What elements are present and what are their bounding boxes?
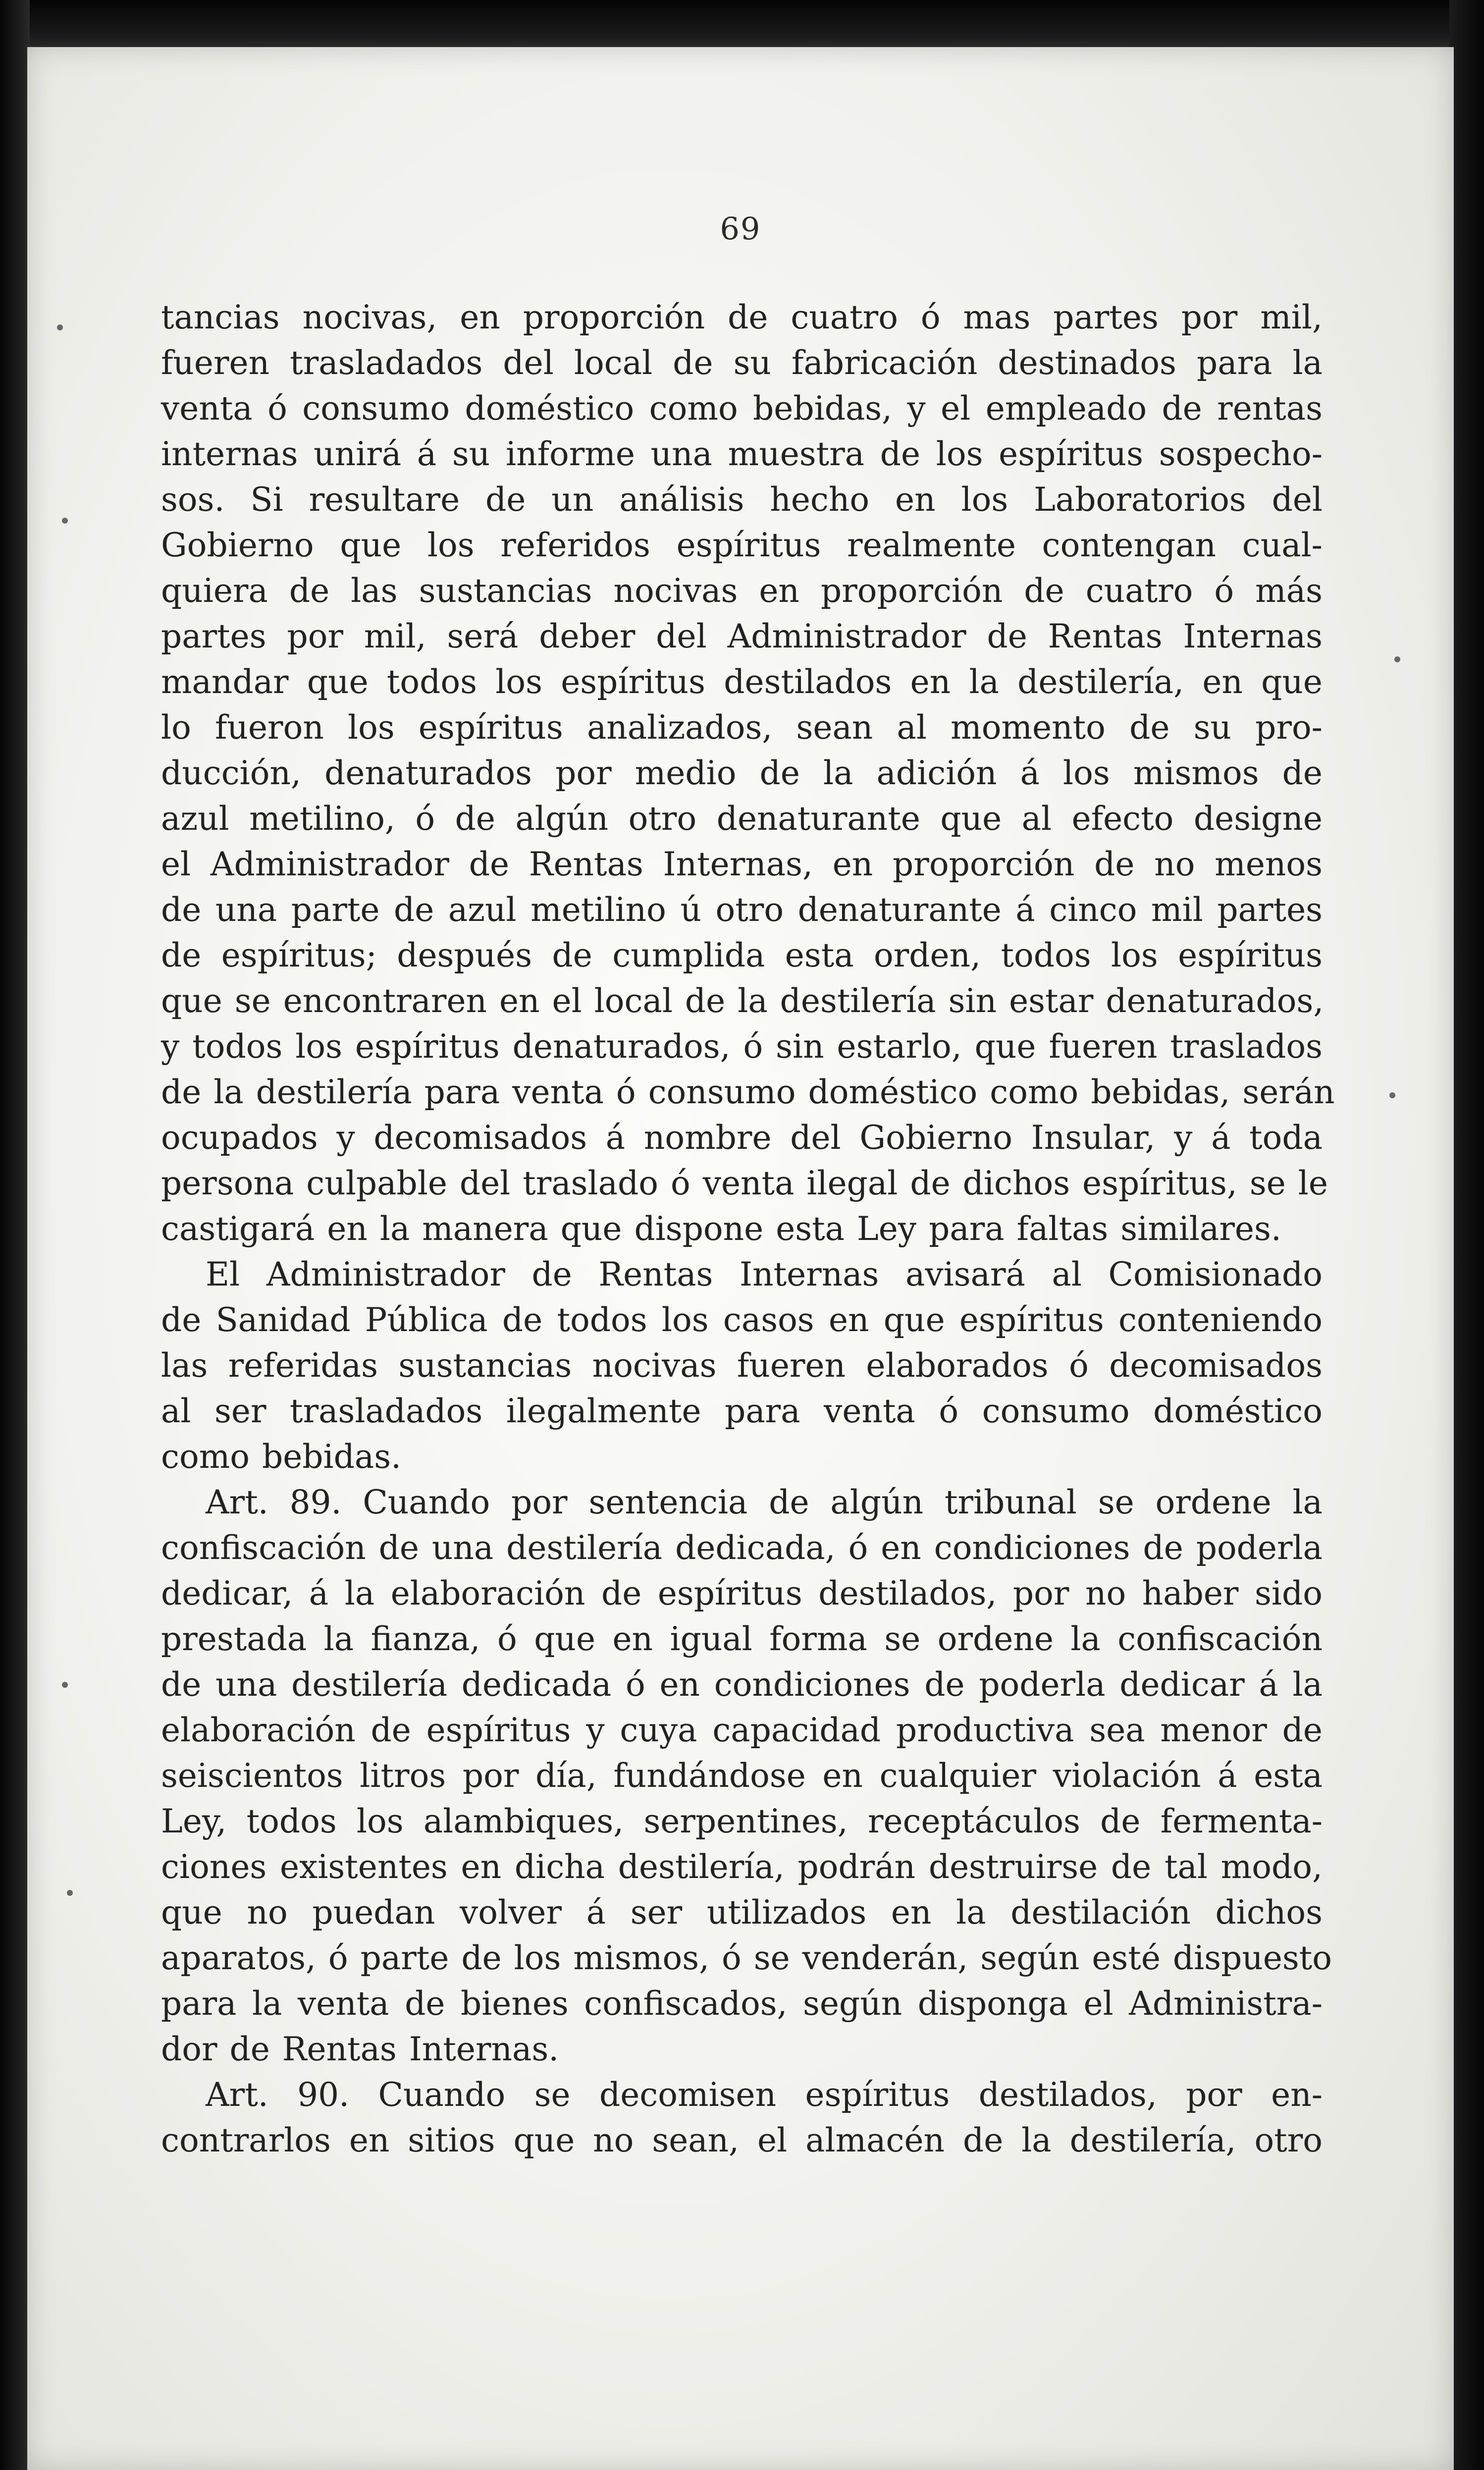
text-line: ocupados y decomisados á nombre del Gobierno Insular, y á toda bbox=[161, 1119, 1323, 1157]
text-line: de la destilería para venta ó consumo doméstico como bebidas, serán bbox=[161, 1073, 1335, 1111]
text-line: contrarlos en sitios que no sean, el almacén de la destilería, otro bbox=[161, 2121, 1323, 2159]
text-line: Art. 89. Cuando por sentencia de algún tribunal se ordene la bbox=[206, 1483, 1323, 1521]
text-line: castigará en la manera que dispone esta Ley para faltas similares. bbox=[161, 1210, 1281, 1248]
text-line: aparatos, ó parte de los mismos, ó se venderán, según esté dispuesto bbox=[161, 1939, 1332, 1977]
text-line: que no puedan volver á ser utilizados en la destilación dichos bbox=[161, 1893, 1323, 1932]
text-line: dedicar, á la elaboración de espíritus destilados, por no haber sido bbox=[161, 1574, 1323, 1612]
text-line: sos. Si resultare de un análisis hecho en los Laboratorios del bbox=[161, 481, 1323, 519]
text-line: quiera de las sustancias nocivas en proporción de cuatro ó más bbox=[161, 572, 1323, 610]
body-text bbox=[161, 295, 1335, 2163]
text-line: El Administrador de Rentas Internas avisará al Comisionado bbox=[206, 1255, 1323, 1293]
text-line: ciones existentes en dicha destilería, podrán destruirse de tal modo, bbox=[161, 1848, 1323, 1886]
text-line: de una parte de azul metilino ú otro denaturante á cinco mil partes bbox=[161, 891, 1323, 929]
margin-speck bbox=[1394, 656, 1400, 662]
text-line: de espíritus; después de cumplida esta orden, todos los espíritus bbox=[161, 936, 1323, 974]
text-line: para la venta de bienes confiscados, según disponga el Administra- bbox=[161, 1985, 1323, 2023]
text-line: persona culpable del traslado ó venta ilegal de dichos espíritus, se le bbox=[161, 1164, 1328, 1202]
text-line: como bebidas. bbox=[161, 1438, 402, 1476]
text-line: elaboración de espíritus y cuya capacidad productiva sea menor de bbox=[161, 1711, 1323, 1749]
text-line: fueren trasladados del local de su fabricación destinados para la bbox=[161, 344, 1323, 382]
text-line: y todos los espíritus denaturados, ó sin estarlo, que fueren traslados bbox=[161, 1027, 1323, 1066]
text-line: partes por mil, será deber del Administrador de Rentas Internas bbox=[161, 617, 1323, 655]
text-line: azul metilino, ó de algún otro denaturante que al efecto designe bbox=[161, 800, 1323, 838]
margin-speck bbox=[1389, 1092, 1395, 1098]
text-line: dor de Rentas Internas. bbox=[161, 2030, 559, 2068]
text-line: ducción, denaturados por medio de la adición á los mismos de bbox=[161, 754, 1323, 792]
scan-border-left bbox=[0, 0, 30, 2470]
scanned-page bbox=[27, 47, 1454, 2470]
text-line: seiscientos litros por día, fundándose en cualquier violación á esta bbox=[161, 1757, 1323, 1795]
text-line: el Administrador de Rentas Internas, en proporción de no menos bbox=[161, 845, 1323, 883]
text-line: de Sanidad Pública de todos los casos en que espíritus conteniendo bbox=[161, 1301, 1323, 1339]
text-line: mandar que todos los espíritus destilados en la destilería, en que bbox=[161, 663, 1323, 701]
text-line: al ser trasladados ilegalmente para venta ó consumo doméstico bbox=[161, 1392, 1323, 1430]
text-line: de una destilería dedicada ó en condiciones de poderla dedicar á la bbox=[161, 1665, 1323, 1704]
text-line: Gobierno que los referidos espíritus realmente contengan cual- bbox=[161, 526, 1323, 564]
text-line: que se encontraren en el local de la destilería sin estar denaturados, bbox=[161, 982, 1324, 1020]
page-number: 69 bbox=[720, 211, 761, 247]
text-line: Art. 90. Cuando se decomisen espíritus destilados, por en- bbox=[206, 2076, 1323, 2114]
text-line: tancias nocivas, en proporción de cuatro ó mas partes por mil, bbox=[161, 298, 1323, 336]
scan-border-right bbox=[1449, 0, 1484, 2470]
text-line: lo fueron los espíritus analizados, sean al momento de su pro- bbox=[161, 708, 1323, 747]
margin-speck bbox=[62, 518, 68, 524]
text-line: Ley, todos los alambiques, serpentines, receptáculos de fermenta- bbox=[161, 1802, 1323, 1840]
text-line: las referidas sustancias nocivas fueren elaborados ó decomisados bbox=[161, 1346, 1323, 1385]
margin-speck bbox=[57, 324, 63, 330]
text-line: prestada la fianza, ó que en igual forma se ordene la confiscación bbox=[161, 1620, 1323, 1658]
text-line: venta ó consumo doméstico como bebidas, y el empleado de rentas bbox=[161, 389, 1323, 428]
text-line: confiscación de una destilería dedicada, ó en condiciones de poderla bbox=[161, 1529, 1323, 1567]
margin-speck bbox=[67, 1890, 73, 1896]
text-line: internas unirá á su informe una muestra de los espíritus sospecho- bbox=[161, 435, 1323, 473]
margin-speck bbox=[62, 1682, 68, 1688]
